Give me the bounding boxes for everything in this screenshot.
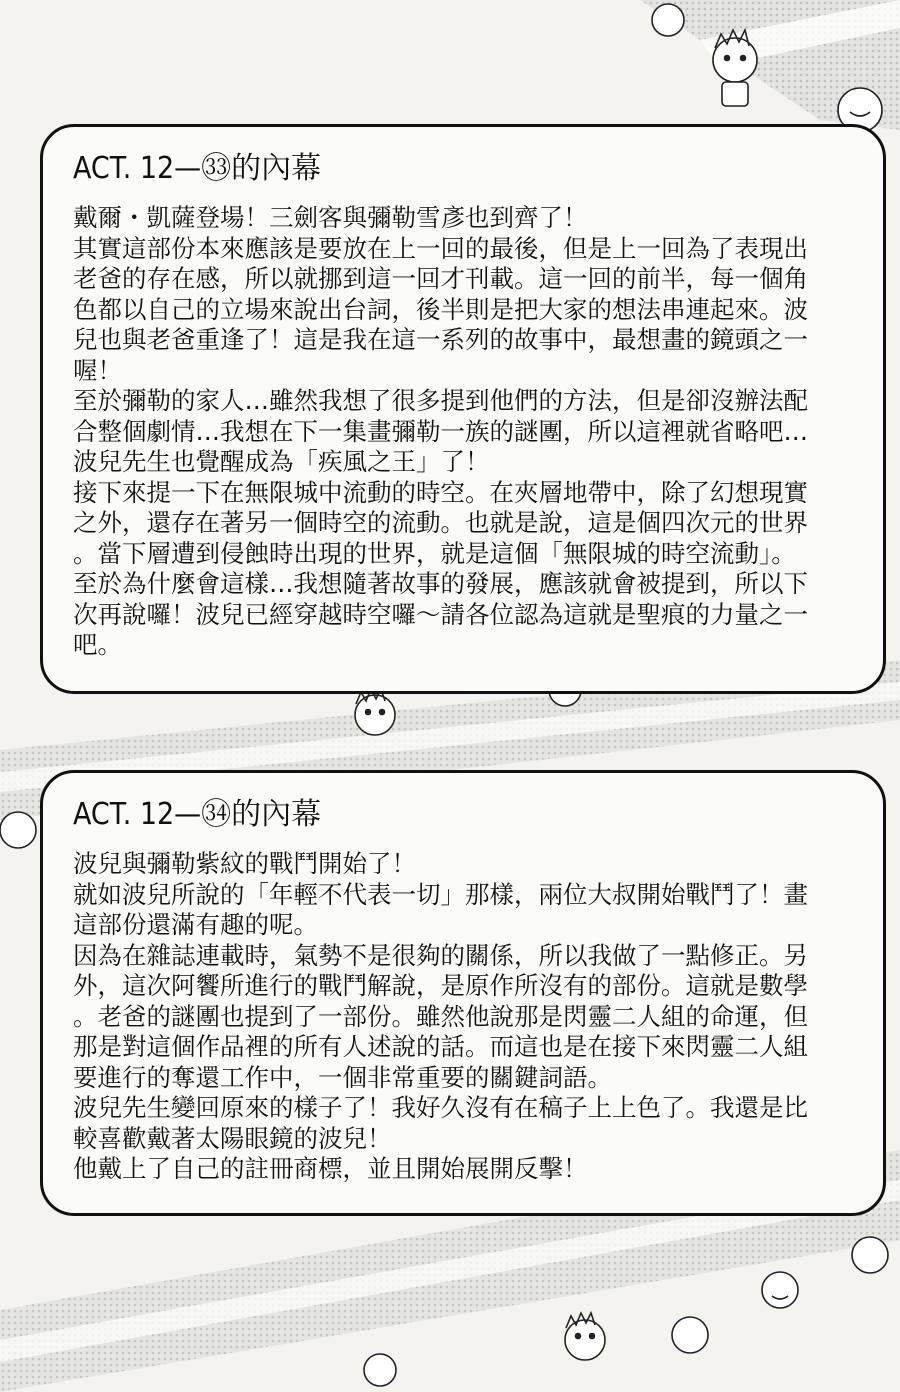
body-line: 波兒先生也覺醒成為「疾風之王」了！ <box>73 447 490 476</box>
body-line: 至於為什麼會這樣…我想隨著故事的發展，應該就會被提到，所以下 <box>73 569 808 598</box>
body-line: 色都以自己的立場來說出台詞，後半則是把大家的想法串連起來。波 <box>73 294 808 324</box>
section-body <box>73 203 869 661</box>
body-line: 他戴上了自己的註冊商標，並且開始展開反擊！ <box>73 1154 588 1183</box>
section-title: ACT. 12—㉞的內幕 <box>73 797 322 832</box>
body-line: 這部份還滿有趣的呢。 <box>73 910 318 939</box>
body-line: 波兒與彌勒紫紋的戰鬥開始了！ <box>73 849 416 878</box>
body-line: 那是對這個作品裡的所有人述說的話。而這也是在接下來閃靈二人組 <box>73 1032 808 1061</box>
body-line: 喔！ <box>73 355 122 385</box>
body-line: 就如波兒所說的「年輕不代表一切」那樣，兩位大叔開始戰鬥了！畫 <box>73 879 808 909</box>
body-line: 外，這次阿饗所進行的戰鬥解說，是原作所沒有的部份。這就是數學 <box>73 971 808 1000</box>
body-line: 吧。 <box>73 630 122 659</box>
section-body <box>73 849 869 1185</box>
body-line: 戴爾・凱薩登場！三劍客與彌勒雪彥也到齊了！ <box>73 203 588 232</box>
body-line: 次再說囉！波兒已經穿越時空囉～請各位認為這就是聖痕的力量之一 <box>73 599 808 629</box>
body-line: 波兒先生變回原來的樣子了！我好久沒有在稿子上上色了。我還是比 <box>73 1093 808 1122</box>
body-line: 因為在雜誌連載時，氣勢不是很夠的關係，所以我做了一點修正。另 <box>73 940 808 970</box>
body-line: 要進行的奪還工作中，一個非常重要的關鍵詞語。 <box>73 1062 612 1092</box>
body-line: 較喜歡戴著太陽眼鏡的波兒！ <box>73 1123 392 1153</box>
body-line: 接下來提一下在無限城中流動的時空。在夾層地帶中，除了幻想現實 <box>73 477 808 507</box>
body-line: 之外，還存在著另一個時空的流動。也就是說，這是個四次元的世界 <box>73 508 808 537</box>
body-line: 兒也與老爸重逢了！這是我在這一系列的故事中，最想畫的鏡頭之一 <box>73 325 808 354</box>
body-line: 其實這部份本來應該是要放在上一回的最後，但是上一回為了表現出 <box>73 233 808 263</box>
body-line: 。當下層遭到侵蝕時出現的世界，就是這個「無限城的時空流動」。 <box>73 538 796 568</box>
section-title: ACT. 12—㉝的內幕 <box>73 151 322 186</box>
notes-panel-act-12-33 <box>40 124 886 694</box>
notes-panel-act-12-34 <box>40 770 886 1216</box>
body-line: 老爸的存在感，所以就挪到這一回才刊載。這一回的前半，每一個角 <box>73 264 808 293</box>
body-line: 合整個劇情…我想在下一集畫彌勒一族的謎團，所以這裡就省略吧… <box>73 416 808 446</box>
body-line: 。老爸的謎團也提到了一部份。雖然他說那是閃靈二人組的命運，但 <box>73 1001 808 1031</box>
body-line: 至於彌勒的家人…雖然我想了很多提到他們的方法，但是卻沒辦法配 <box>73 386 808 415</box>
